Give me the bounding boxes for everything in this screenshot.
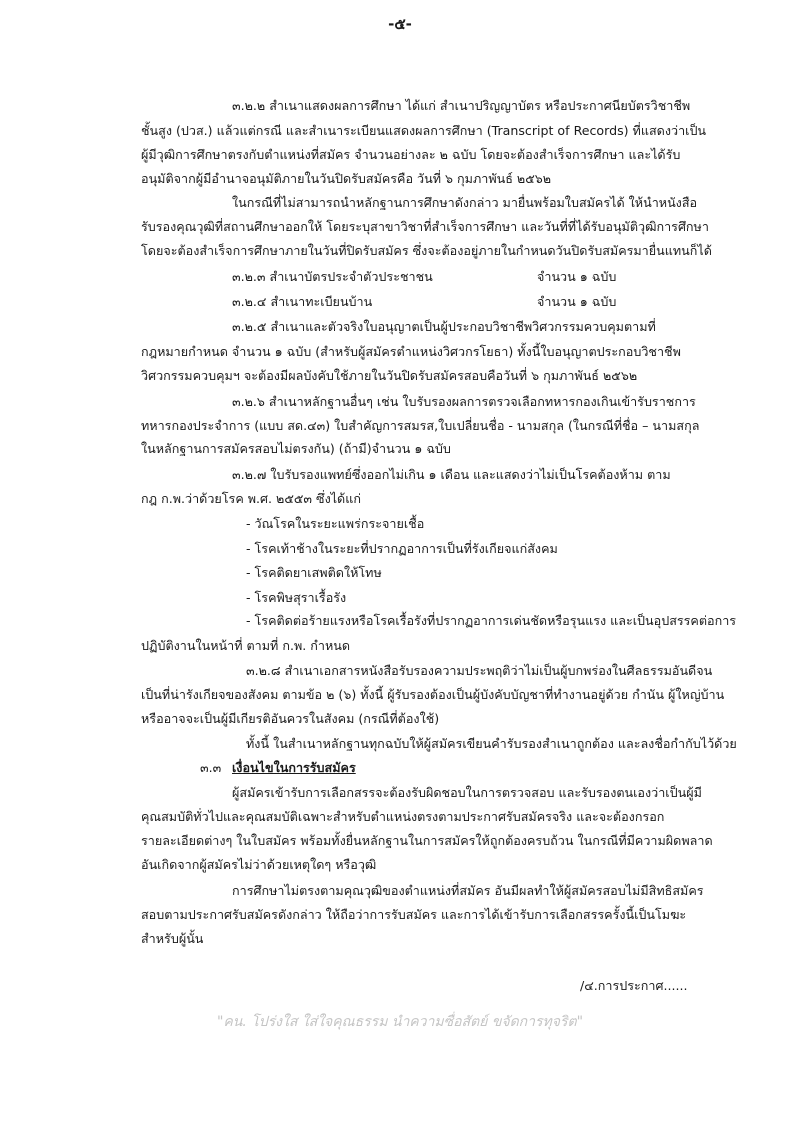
- amount-text: จำนวน ๑ ฉบับ: [537, 294, 617, 309]
- section-number: ๓.๓: [200, 760, 222, 775]
- paragraph-line: วิศวกรรมควบคุมฯ จะต้องมีผลบังคับใช้ภายในวันปิดรับสมัครสอบคือวันที่ ๖ กุมภาพันธ์ ๒๕๖๒: [141, 368, 638, 383]
- list-item: - โรคเท้าช้างในระยะที่ปรากฏอาการเป็นที่รังเกียจแก่สังคม: [246, 541, 558, 556]
- paragraph-line: กฎหมายกำหนด จำนวน ๑ ฉบับ (สำหรับผู้สมัครตำแหน่งวิศวกรโยธา) ทั้งนี้ใบอนุญาตประกอบวิชาชีพ: [141, 344, 681, 359]
- paragraph-line: ในกรณีที่ไม่สามารถนำหลักฐานการศึกษาดังกล่าว มายื่นพร้อมใบสมัครได้ ให้นำหนังสือ: [232, 195, 698, 210]
- list-item: - วัณโรคในระยะแพร่กระจายเชื้อ: [246, 516, 425, 531]
- amount-text: จำนวน ๑ ฉบับ: [537, 269, 617, 284]
- paragraph-line: ทหารกองประจำการ (แบบ สด.๔๓) ใบสำคัญการสมรส,ใบเปลี่ยนชื่อ - นามสกุล (ในกรณีที่ชื่อ – นามสกุล: [141, 418, 700, 433]
- paragraph-line: ๓.๒.๖ สำเนาหลักฐานอื่นๆ เช่น ใบรับรองผลการตรวจเลือกทหารกองเกินเข้ารับราชการ: [232, 394, 696, 409]
- footer-slogan: "คน. โปร่งใส ใส่ใจคุณธรรม นำความซื่อสัตย์ ขจัดการทุจริต": [216, 1014, 584, 1030]
- section-heading: เงื่อนไขในการรับสมัคร: [232, 760, 356, 775]
- paragraph-line: ปฏิบัติงานในหน้าที่ ตามที่ ก.พ. กำหนด: [141, 638, 351, 653]
- paragraph-line: โดยจะต้องสำเร็จการศึกษาภายในวันที่ปิดรับสมัคร ซึ่งจะต้องอยู่ภายในกำหนดวันปิดรับสมัครมายื่นแทนก็ได้: [141, 243, 712, 258]
- paragraph-line: หรืออาจจะเป็นผู้มีเกียรติอันควรในสังคม (กรณีที่ต้องใช้): [141, 711, 440, 726]
- paragraph-line: รายละเอียดต่างๆ ในใบสมัคร พร้อมทั้งยื่นหลักฐานในการสมัครให้ถูกต้องครบถ้วน ในกรณีที่มีความผิดพลาด: [141, 833, 713, 848]
- paragraph-line: ทั้งนี้ ในสำเนาหลักฐานทุกฉบับให้ผู้สมัครเขียนคำรับรองสำเนาถูกต้อง และลงชื่อกำกับไว้ด้วย: [246, 736, 737, 751]
- paragraph-line: สอบตามประกาศรับสมัครดังกล่าว ให้ถือว่าการรับสมัคร และการได้เข้ารับการเลือกสรรครั้งนี้เป็นโมฆะ: [141, 907, 687, 922]
- paragraph-line: อันเกิดจากผู้สมัครไม่ว่าด้วยเหตุใดๆ หรือวุฒิ: [141, 857, 377, 872]
- list-item: - โรคติดยาเสพติดให้โทษ: [246, 565, 382, 580]
- paragraph-line: ชั้นสูง (ปวส.) แล้วแต่กรณี และสำเนาระเบียนแสดงผลการศึกษา (Transcript of Records) ที่แสดงว่าเป็น: [141, 123, 707, 138]
- paragraph-line: ๓.๒.๒ สำเนาแสดงผลการศึกษา ได้แก่ สำเนาปริญญาบัตร หรือประกาศนียบัตรวิชาชีพ: [232, 98, 691, 113]
- paragraph-line: เป็นที่น่ารังเกียจของสังคม ตามข้อ ๒ (๖) ทั้งนี้ ผู้รับรองต้องเป็นผู้บังคับบัญชาที่ทำงานอยู่ด้วย กำนัน ผู้ใหญ่บ้าน: [141, 687, 725, 702]
- paragraph-line: กฎ ก.พ.ว่าด้วยโรค พ.ศ. ๒๕๕๓ ซึ่งได้แก่: [141, 491, 361, 506]
- list-item: - โรคติดต่อร้ายแรงหรือโรคเรื้อรังที่ปรากฏอาการเด่นชัดหรือรุนแรง และเป็นอุปสรรคต่อการ: [246, 613, 737, 628]
- paragraph-line: ๓.๒.๔ สำเนาทะเบียนบ้าน: [232, 294, 373, 309]
- page-number: -๕-: [388, 15, 412, 33]
- paragraph-line: ผู้สมัครเข้ารับการเลือกสรรจะต้องรับผิดชอบในการตรวจสอบ และรับรองตนเองว่าเป็นผู้มี: [232, 785, 702, 800]
- list-item: - โรคพิษสุราเรื้อรัง: [246, 590, 347, 605]
- paragraph-line: ๓.๒.๗ ใบรับรองแพทย์ซึ่งออกไม่เกิน ๑ เดือน และแสดงว่าไม่เป็นโรคต้องห้าม ตาม: [232, 467, 671, 482]
- paragraph-line: สำหรับผู้นั้น: [141, 931, 204, 946]
- paragraph-line: ๓.๒.๓ สำเนาบัตรประจำตัวประชาชน: [232, 269, 433, 284]
- paragraph-line: คุณสมบัติทั่วไปและคุณสมบัติเฉพาะสำหรับตำแหน่งตรงตามประกาศรับสมัครจริง และจะต้องกรอก: [141, 809, 665, 824]
- paragraph-line: ๓.๒.๕ สำเนาและตัวจริงใบอนุญาตเป็นผู้ประกอบวิชาชีพวิศวกรรมควบคุมตามที่: [232, 319, 656, 334]
- paragraph-line: การศึกษาไม่ตรงตามคุณวุฒิของตำแหน่งที่สมัคร อันมีผลทำให้ผู้สมัครสอบไม่มีสิทธิสมัคร: [232, 883, 704, 898]
- paragraph-line: ๓.๒.๘ สำเนาเอกสารหนังสือรับรองความประพฤติว่าไม่เป็นผู้บกพร่องในศีลธรรมอันดีจน: [246, 663, 713, 678]
- paragraph-line: รับรองคุณวุฒิที่สถานศึกษาออกให้ โดยระบุสาขาวิชาที่สำเร็จการศึกษา และวันที่ที่ได้รับอนุมัติวุฒิการศึกษา: [141, 219, 709, 234]
- paragraph-line: อนุมัติจากผู้มีอำนาจอนุมัติภายในวันปิดรับสมัครคือ วันที่ ๖ กุมภาพันธ์ ๒๕๖๒: [141, 171, 552, 186]
- paragraph-line: ผู้มีวุฒิการศึกษาตรงกับตำแหน่งที่สมัคร จำนวนอย่างละ ๒ ฉบับ โดยจะต้องสำเร็จการศึกษา และได้รับ: [141, 147, 681, 162]
- continuation-marker: /๔.การประกาศ......: [580, 978, 688, 993]
- paragraph-line: ในหลักฐานการสมัครสอบไม่ตรงกัน) (ถ้ามี)จำนวน ๑ ฉบับ: [141, 441, 451, 456]
